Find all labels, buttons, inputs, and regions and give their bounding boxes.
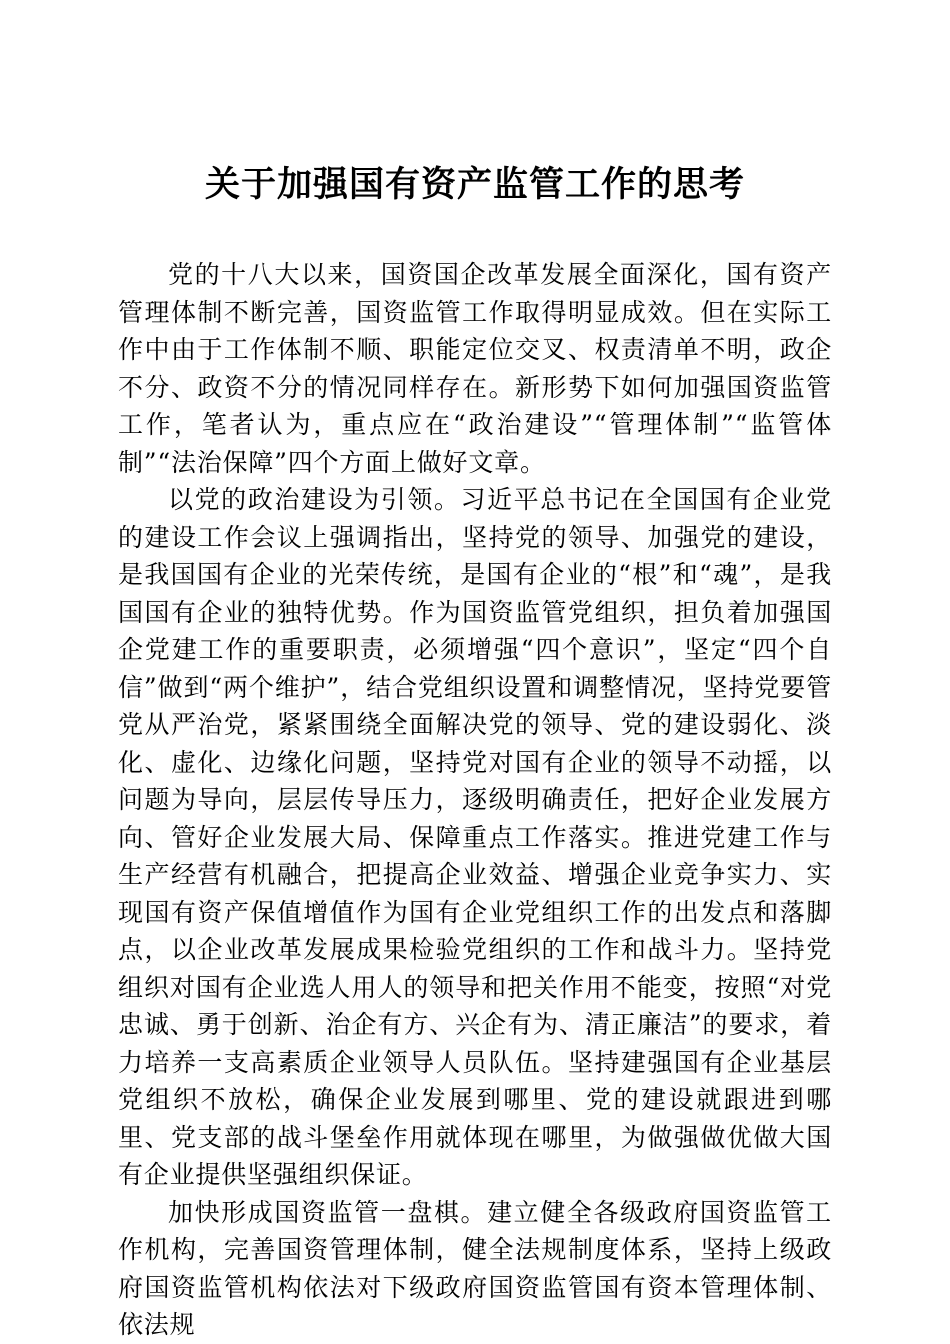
paragraph-political-building: 以党的政治建设为引领。习近平总书记在全国国有企业党的建设工作会议上强调指出，坚持党的领导、加强党的建设，是我国国有企业的光荣传统，是国有企业的“根”和“魂”，是我国国有企业的独特优势。作为国资监管党组织，担负着加强国企党建工作的重要职责，必须增强“四个意识”，坚定“四个自信”做到“两个维护”，结合党组织设置和调整情况，坚持党要管党从严治党，紧紧围绕全面解决党的领导、党的建设弱化、淡化、虚化、边缘化问题，坚持党对国有企业的领导不动摇，以问题为导向，层层传导压力，逐级明确责任，把好企业发展方向、管好企业发展大局、保障重点工作落实。推进党建工作与生产经营有机融合，把提高企业效益、增强企业竞争实力、实现国有资产保值增值作为国有企业党组织工作的出发点和落脚点，以企业改革发展成果检验党组织的工作和战斗力。坚持党组织对国有企业选人用人的领导和把关作用不能变，按照“对党忠诚、勇于创新、治企有方、兴企有为、清正廉洁”的要求，着力培养一支高素质企业领导人员队伍。坚持建强国有企业基层党组织不放松，确保企业发展到哪里、党的建设就跟进到哪里、党支部的战斗堡垒作用就体现在哪里，为做强做优做大国有企业提供坚强组织保证。 [118, 485, 832, 1189]
document-body [118, 256, 832, 1344]
paragraph-unified-supervision: 加快形成国资监管一盘棋。建立健全各级政府国资监管工作机构，完善国资管理体制，健全法规制度体系，坚持上级政府国资监管机构依法对下级政府国资监管国有资本管理体制、依法规 [118, 1197, 832, 1339]
document-title: 关于加强国有资产监管工作的思考 [204, 164, 745, 205]
paragraph-intro: 党的十八大以来，国资国企改革发展全面深化，国有资产管理体制不断完善，国资监管工作取得明显成效。但在实际工作中由于工作体制不顺、职能定位交叉、权责清单不明，政企不分、政资不分的情况同样存在。新形势下如何加强国资监管工作，笔者认为，重点应在“政治建设”“管理体制”“监管体制”“法治保障”四个方面上做好文章。 [118, 260, 832, 477]
